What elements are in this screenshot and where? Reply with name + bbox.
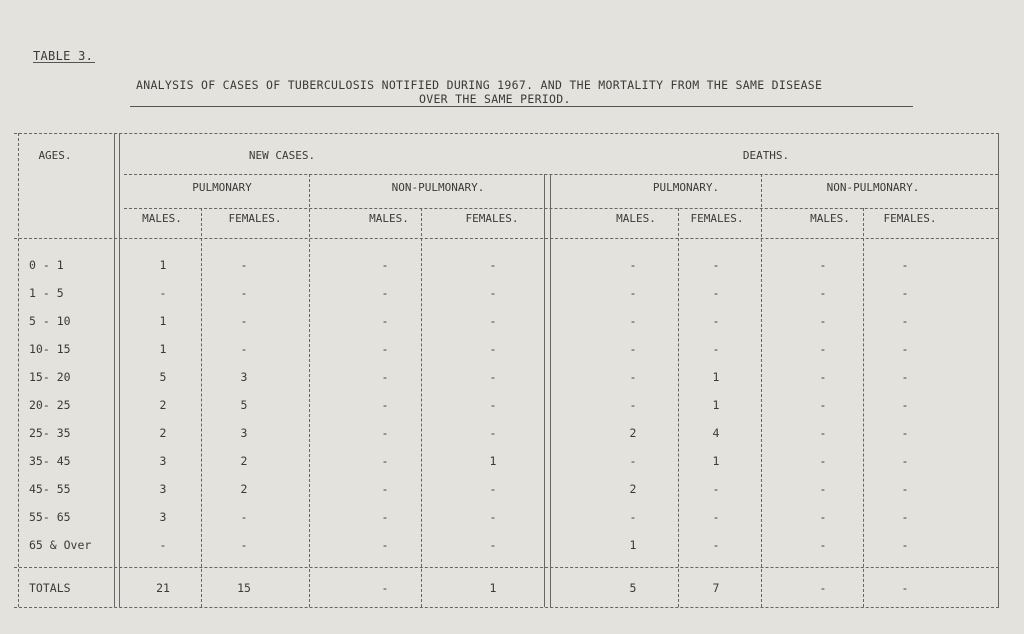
col-divider-2: [309, 174, 310, 607]
header-nc-pulm-females: FEMALES.: [228, 212, 282, 225]
table-cell: -: [629, 510, 637, 524]
table-cell: -: [901, 454, 909, 468]
table-cell: -: [629, 314, 637, 328]
table-cell: -: [712, 286, 720, 300]
table-cell: -: [240, 342, 248, 356]
header-bottom-border: [14, 238, 999, 239]
table-cell: -: [819, 482, 827, 496]
header-d-pulm-females: FEMALES.: [690, 212, 744, 225]
table-cell: -: [381, 286, 389, 300]
table-cell: -: [712, 510, 720, 524]
table-cell: -: [901, 510, 909, 524]
age-cell: 10- 15: [29, 342, 71, 356]
header-nc-non-pulmonary: NON-PULMONARY.: [391, 181, 485, 194]
table-cell: -: [819, 510, 827, 524]
age-cell: 45- 55: [29, 482, 71, 496]
table-cell: 2: [159, 426, 167, 440]
table-cell: 2: [629, 426, 637, 440]
table-cell: -: [819, 314, 827, 328]
table-cell: -: [240, 258, 248, 272]
table-cell: 3: [159, 454, 167, 468]
header-nc-nonpulm-females: FEMALES.: [465, 212, 519, 225]
age-cell: 35- 45: [29, 454, 71, 468]
age-cell: 55- 65: [29, 510, 71, 524]
subgroup-divider: [124, 208, 998, 209]
table-cell: 2: [240, 454, 248, 468]
table-cell: -: [901, 342, 909, 356]
age-cell: 0 - 1: [29, 258, 64, 272]
table-cell: -: [159, 286, 167, 300]
table-cell: -: [489, 314, 497, 328]
table-cell: 1: [159, 342, 167, 356]
age-cell: 20- 25: [29, 398, 71, 412]
table-cell: -: [489, 482, 497, 496]
table-cell: -: [489, 370, 497, 384]
table-cell: 2: [240, 482, 248, 496]
table-cell: -: [629, 342, 637, 356]
header-new-cases: NEW CASES.: [248, 149, 316, 162]
table-cell: -: [629, 258, 637, 272]
table-cell: -: [712, 482, 720, 496]
col-divider-5: [678, 208, 679, 607]
table-cell: 1: [159, 258, 167, 272]
table-cell: 1: [712, 454, 720, 468]
table-cell: 3: [159, 482, 167, 496]
table-number: TABLE 3.: [33, 49, 94, 63]
table-cell: -: [489, 510, 497, 524]
table-cell: -: [629, 454, 637, 468]
table-cell: -: [819, 286, 827, 300]
table-cell: -: [381, 482, 389, 496]
group-divider: [124, 174, 998, 175]
ages-divider-b: [119, 133, 120, 607]
table-cell: -: [712, 258, 720, 272]
totals-cell: 7: [712, 581, 720, 595]
table-cell: 1: [489, 454, 497, 468]
table-cell: 4: [712, 426, 720, 440]
table-cell: 2: [159, 398, 167, 412]
totals-cell: -: [901, 581, 909, 595]
table-cell: 1: [159, 314, 167, 328]
table-cell: -: [240, 538, 248, 552]
table-cell: 3: [159, 510, 167, 524]
header-d-pulmonary: PULMONARY.: [652, 181, 720, 194]
section-divider-b: [550, 174, 551, 607]
totals-cell: -: [381, 581, 389, 595]
table-cell: -: [381, 454, 389, 468]
table-heading-line2: OVER THE SAME PERIOD.: [419, 92, 571, 106]
table-cell: -: [159, 538, 167, 552]
header-deaths: DEATHS.: [742, 149, 790, 162]
table-cell: -: [629, 398, 637, 412]
age-cell: 15- 20: [29, 370, 71, 384]
table-cell: -: [489, 286, 497, 300]
table-cell: -: [240, 314, 248, 328]
table-cell: -: [901, 398, 909, 412]
table-cell: -: [240, 286, 248, 300]
age-cell: 65 & Over: [29, 538, 92, 552]
header-d-non-pulmonary: NON-PULMONARY.: [826, 181, 920, 194]
ages-divider-a: [114, 133, 115, 607]
table-cell: -: [712, 314, 720, 328]
table-cell: -: [819, 454, 827, 468]
table-cell: -: [381, 510, 389, 524]
table-cell: -: [901, 538, 909, 552]
header-nc-pulmonary: PULMONARY: [192, 181, 252, 194]
col-divider-6: [761, 174, 762, 607]
table-number-underline: [33, 62, 95, 63]
table-cell: 3: [240, 426, 248, 440]
table-cell: -: [819, 258, 827, 272]
table-cell: -: [629, 370, 637, 384]
totals-top-border: [14, 567, 999, 568]
table-cell: -: [819, 342, 827, 356]
table-cell: -: [901, 370, 909, 384]
table-cell: -: [381, 538, 389, 552]
table-cell: 1: [712, 398, 720, 412]
totals-cell: 15: [237, 581, 251, 595]
table-cell: -: [712, 538, 720, 552]
heading-underline: [130, 106, 913, 107]
totals-label: TOTALS: [29, 581, 71, 595]
table-cell: -: [901, 314, 909, 328]
table-cell: 1: [712, 370, 720, 384]
totals-cell: 21: [156, 581, 170, 595]
table-cell: -: [240, 510, 248, 524]
table-top-border: [14, 133, 999, 134]
table-cell: 5: [159, 370, 167, 384]
table-cell: -: [901, 482, 909, 496]
age-cell: 5 - 10: [29, 314, 71, 328]
table-cell: -: [489, 426, 497, 440]
table-cell: -: [901, 258, 909, 272]
header-ages: AGES.: [38, 149, 72, 162]
table-cell: 2: [629, 482, 637, 496]
table-cell: -: [381, 426, 389, 440]
table-cell: -: [819, 426, 827, 440]
table-cell: 1: [629, 538, 637, 552]
table-cell: -: [381, 342, 389, 356]
table-cell: -: [629, 286, 637, 300]
col-divider-7: [863, 208, 864, 607]
table-cell: -: [489, 398, 497, 412]
col-divider-3: [421, 208, 422, 607]
table-cell: 3: [240, 370, 248, 384]
left-border: [18, 133, 19, 607]
table-cell: -: [381, 370, 389, 384]
header-nc-nonpulm-males: MALES.: [369, 212, 409, 225]
col-divider-1: [201, 208, 202, 607]
table-cell: 5: [240, 398, 248, 412]
age-cell: 1 - 5: [29, 286, 64, 300]
table-cell: -: [712, 342, 720, 356]
table-cell: -: [381, 314, 389, 328]
header-nc-pulm-males: MALES.: [142, 212, 182, 225]
totals-cell: -: [819, 581, 827, 595]
header-d-pulm-males: MALES.: [616, 212, 656, 225]
table-cell: -: [489, 258, 497, 272]
age-cell: 25- 35: [29, 426, 71, 440]
table-cell: -: [381, 258, 389, 272]
table-bottom-border: [14, 607, 999, 608]
table-cell: -: [819, 370, 827, 384]
table-cell: -: [489, 538, 497, 552]
right-border: [998, 133, 999, 607]
table-heading: ANALYSIS OF CASES OF TUBERCULOSIS NOTIFIED DURING 1967. AND THE MORTALITY FROM THE SAME DISEASE: [136, 78, 823, 92]
table-cell: -: [901, 286, 909, 300]
header-d-nonpulm-males: MALES.: [810, 212, 850, 225]
totals-cell: 5: [629, 581, 637, 595]
totals-cell: 1: [489, 581, 497, 595]
header-d-nonpulm-females: FEMALES.: [883, 212, 937, 225]
table-cell: -: [819, 538, 827, 552]
table-cell: -: [489, 342, 497, 356]
table-cell: -: [819, 398, 827, 412]
table-cell: -: [381, 398, 389, 412]
section-divider-a: [544, 174, 545, 607]
table-cell: -: [901, 426, 909, 440]
